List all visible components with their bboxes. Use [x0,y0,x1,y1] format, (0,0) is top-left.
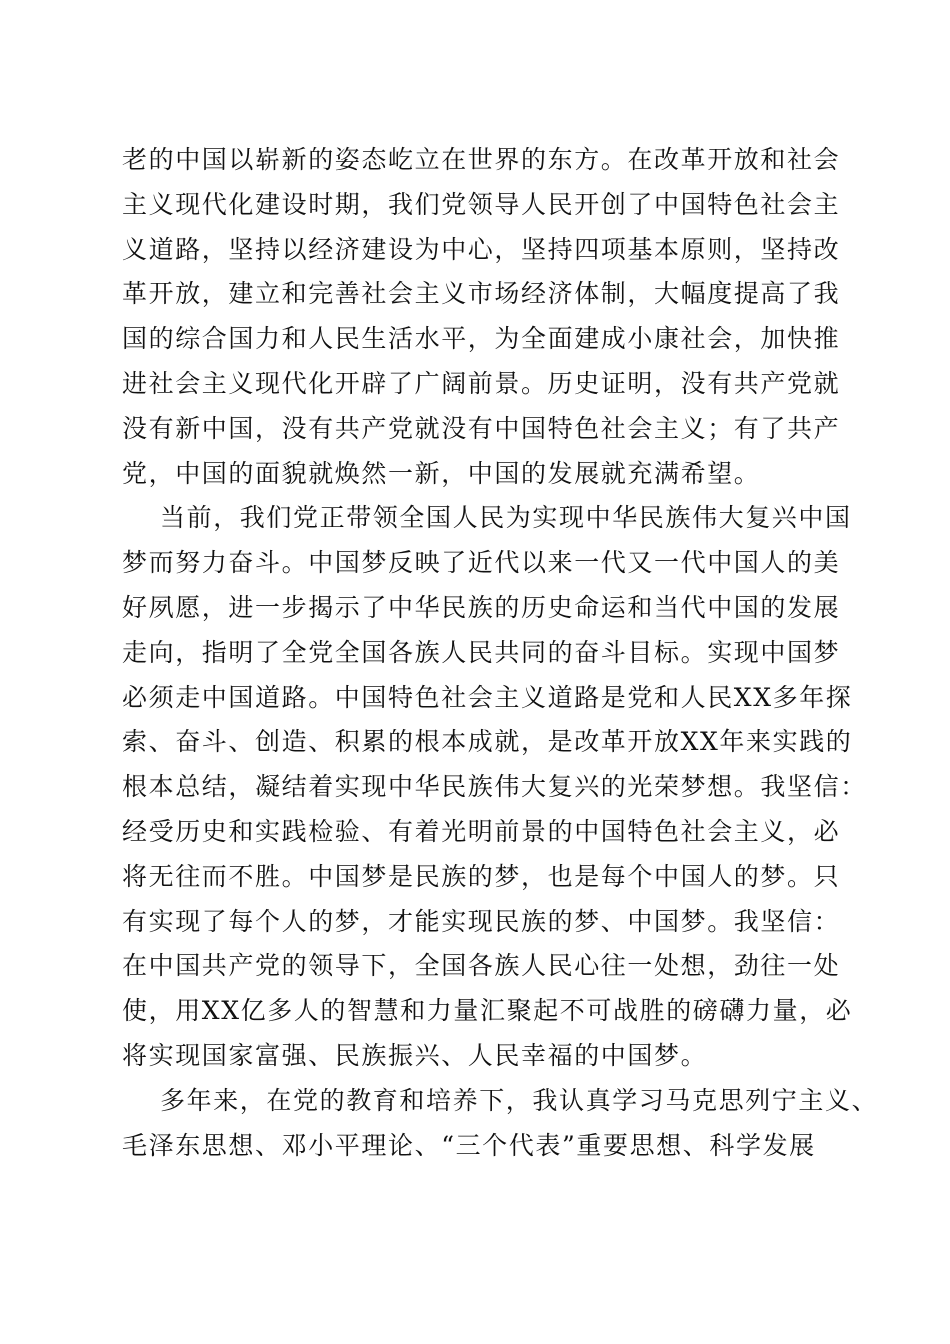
text-line: 没有新中国，没有共产党就没有中国特色社会主义；有了共产 [122,413,841,443]
text-line: 革开放，建立和完善社会主义市场经济体制，大幅度提高了我 [122,279,841,309]
text-line: 国的综合国力和人民生活水平，为全面建成小康社会，加快推 [122,324,841,354]
text-line: 好夙愿，进一步揭示了中华民族的历史命运和当代中国的发展 [122,592,841,622]
paragraph-start-line: 当前，我们党正带领全国人民为实现中华民族伟大复兴中国 [160,503,852,533]
paragraph-start-line: 多年来，在党的教育和培养下，我认真学习马克思列宁主义、 [160,1085,879,1115]
text-line: 梦而努力奋斗。中国梦反映了近代以来一代又一代中国人的美 [122,548,841,578]
text-line: 进社会主义现代化开辟了广阔前景。历史证明，没有共产党就 [122,368,841,398]
text-line: 老的中国以崭新的姿态屹立在世界的东方。在改革开放和社会 [122,145,841,174]
text-line: 主义现代化建设时期，我们党领导人民开创了中国特色社会主 [122,189,841,219]
body-text [122,138,879,1168]
text-line: 根本总结，凝结着实现中华民族伟大复兴的光荣梦想。我坚信： [122,772,867,802]
text-line: 索、奋斗、创造、积累的根本成就，是改革开放XX年来实践的 [122,727,853,757]
text-line: 将无往而不胜。中国梦是民族的梦，也是每个中国人的梦。只 [122,861,841,891]
text-line: 走向，指明了全党全国各族人民共同的奋斗目标。实现中国梦 [122,637,841,667]
text-line: 经受历史和实践检验、有着光明前景的中国特色社会主义，必 [122,816,841,846]
text-line: 将实现国家富强、民族振兴、人民幸福的中国梦。 [122,1040,708,1070]
text-line: 在中国共产党的领导下，全国各族人民心往一处想，劲往一处 [122,951,841,981]
text-line: 有实现了每个人的梦，才能实现民族的梦、中国梦。我坚信： [122,906,841,936]
text-line: 义道路，坚持以经济建设为中心，坚持四项基本原则，坚持改 [122,234,841,264]
text-line: 毛泽东思想、邓小平理论、“三个代表”重要思想、科学发展 [122,1130,816,1160]
text-line: 必须走中国道路。中国特色社会主义道路是党和人民XX多年探 [122,682,853,712]
text-line: 使，用XX亿多人的智慧和力量汇聚起不可战胜的磅礴力量，必 [122,996,853,1026]
text-line: 党，中国的面貌就焕然一新，中国的发展就充满希望。 [122,458,761,488]
